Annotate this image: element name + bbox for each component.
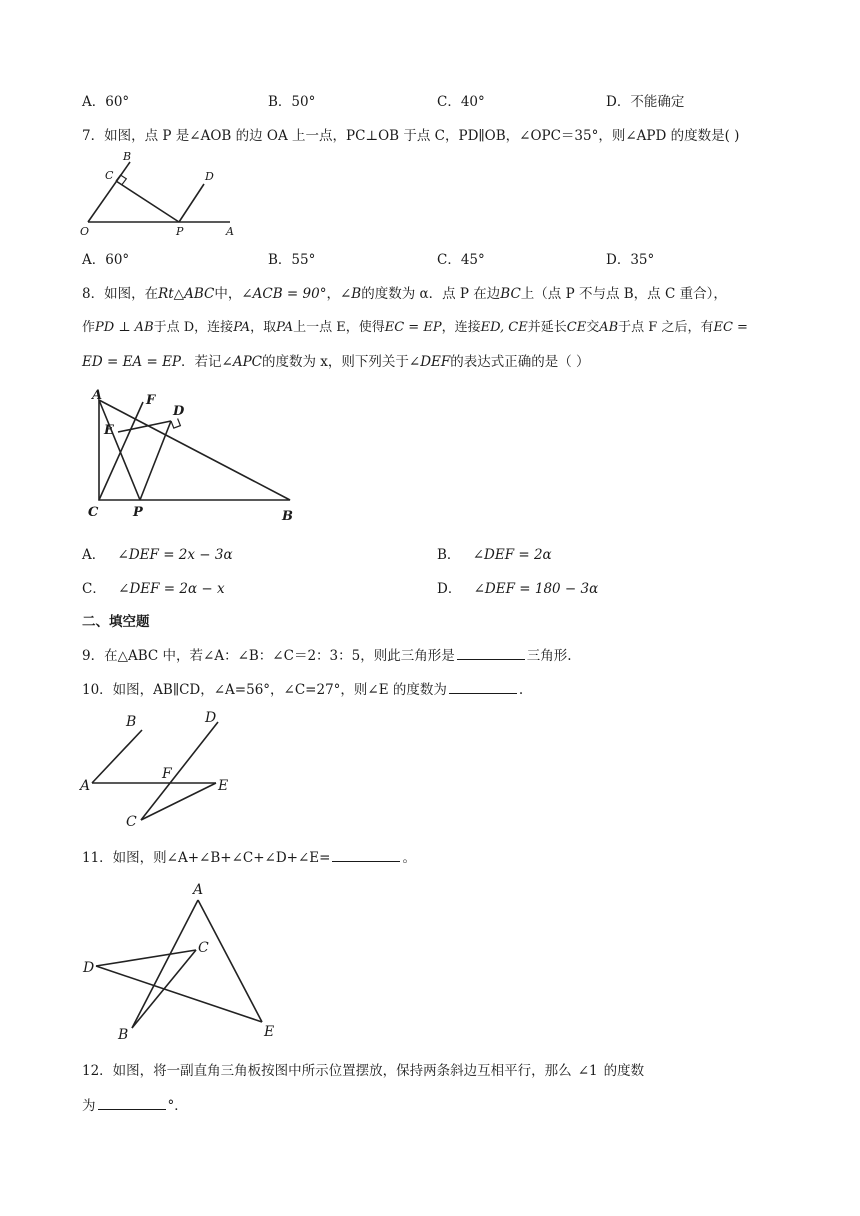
q8-l2-t4: 上一点 E，使得 xyxy=(293,320,385,335)
q8-right-angle-mark xyxy=(171,419,180,429)
q8-l3-m3: ∠DEF xyxy=(408,354,451,370)
q8-option-b-expr: ∠DEF = 2α xyxy=(472,547,552,563)
q10-stem xyxy=(82,678,523,698)
q11-line-bc xyxy=(132,950,196,1028)
q7-figure xyxy=(78,148,248,240)
q6-option-a: A．60° xyxy=(82,94,130,110)
q8-l2-t5: ，连接 xyxy=(441,320,481,335)
q8-l2-m7: AB xyxy=(599,320,619,335)
q8-l2-m1: PD ⊥ AB xyxy=(95,320,154,335)
q10-label-d: D xyxy=(205,710,217,726)
q12-answer-blank[interactable] xyxy=(98,1097,166,1110)
q8-triangle-abc xyxy=(99,400,290,500)
q11-label-a: A xyxy=(193,882,204,898)
q10-line-cd xyxy=(141,722,218,820)
q8-l2-t8: 于点 F 之后，有 xyxy=(618,320,714,335)
q8-l3-m2: ∠APC xyxy=(221,354,262,370)
q8-l1-m1: Rt△ABC xyxy=(158,286,215,302)
q12-text-before: 12．如图，将一副直角三角板按图中所示位置摆放，保持两条斜边互相平行，那么 xyxy=(82,1063,572,1079)
q7-right-angle-mark xyxy=(116,175,126,185)
q8-stem-line1 xyxy=(82,282,727,302)
q7-label-p: P xyxy=(176,225,184,238)
q8-option-a-letter: A． xyxy=(82,547,106,563)
q8-option-d xyxy=(437,577,598,597)
q6-option-c: C．40° xyxy=(437,94,485,110)
q11-stem xyxy=(82,846,416,866)
q8-l3-t3: 的表达式正确的是（ ） xyxy=(450,354,590,370)
q8-label-d: D xyxy=(173,404,185,419)
q10-text-before: 10．如图，AB∥CD，∠A=56°，∠C=27°，则∠E 的度数为 xyxy=(82,682,447,698)
q8-line-ed xyxy=(118,421,171,432)
q8-l2-t7: 交 xyxy=(586,320,600,335)
q11-line-ab xyxy=(132,900,198,1028)
q7-label-o: O xyxy=(80,225,90,238)
q8-label-b: B xyxy=(282,509,293,524)
q8-l2-m8: EC = xyxy=(713,320,748,335)
q8-l1-m2: ∠ACB = 90° xyxy=(241,286,327,302)
q7-option-c: C．45° xyxy=(437,252,485,268)
q7-line-pc xyxy=(116,181,179,222)
q8-l2-t6: 并延长 xyxy=(527,320,567,335)
q8-stem-line3 xyxy=(82,350,590,370)
q8-option-d-expr: ∠DEF = 180 − 3α xyxy=(473,581,599,597)
q8-option-a xyxy=(82,543,233,563)
q7-option-a: A．60° xyxy=(82,252,130,268)
q11-text-after: 。 xyxy=(402,850,416,866)
q11-answer-blank[interactable] xyxy=(332,849,400,862)
q8-stem-line2 xyxy=(82,316,748,335)
q8-l1-m4: BC xyxy=(500,286,521,302)
section-title-fill-in: 二、填空题 xyxy=(82,614,150,630)
q10-answer-blank[interactable] xyxy=(449,681,517,694)
q7-label-b: B xyxy=(123,150,132,163)
q10-figure xyxy=(78,708,238,832)
q11-label-e: E xyxy=(264,1024,275,1040)
q12-stem-line1 xyxy=(82,1059,644,1079)
q11-text-before: 11．如图，则∠A+∠B+∠C+∠D+∠E= xyxy=(82,850,331,866)
q11-label-b: B xyxy=(118,1027,129,1040)
q11-label-d: D xyxy=(83,960,95,976)
q12-line2-before: 为 xyxy=(82,1098,96,1114)
q8-l2-t1: 作 xyxy=(82,320,96,335)
q11-label-c: C xyxy=(198,940,209,956)
q12-text-after: 的度数 xyxy=(603,1063,645,1079)
q8-label-f: F xyxy=(146,393,156,408)
q10-label-f: F xyxy=(162,766,172,782)
q6-option-b: B．50° xyxy=(268,94,316,110)
q10-text-after: . xyxy=(518,682,524,698)
q9-text-before: 9．在△ABC 中，若∠A：∠B：∠C＝2：3：5，则此三角形是 xyxy=(82,648,455,664)
q11-line-dc xyxy=(96,950,196,966)
q10-label-c: C xyxy=(126,814,137,830)
q7-label-d: D xyxy=(205,170,214,183)
q8-label-e: E xyxy=(104,423,114,438)
q11-figure xyxy=(80,880,290,1040)
q7-option-d: D．35° xyxy=(606,252,655,268)
q8-l2-m2: PA xyxy=(233,320,251,335)
q12-line2-after: °． xyxy=(167,1098,188,1114)
q8-l3-t1: ．若记 xyxy=(181,354,222,370)
q8-l3-m1: ED = EA = EP xyxy=(82,354,182,370)
q8-l3-t2: 的度数为 x，则下列关于 xyxy=(262,354,409,370)
q8-l2-m5: ED, CE xyxy=(480,320,528,335)
q8-l2-m3: PA xyxy=(276,320,294,335)
q10-label-e: E xyxy=(218,778,229,794)
q8-l2-m6: CE xyxy=(566,320,587,335)
q10-line-ab xyxy=(92,730,142,783)
q12-stem-line2 xyxy=(82,1094,188,1114)
q8-label-p: P xyxy=(133,505,143,520)
q7-stem: 7．如图，点 P 是∠AOB 的边 OA 上一点，PC⊥OB 于点 C，PD∥OB，∠OPC＝35°，则∠APD 的度数是( ) xyxy=(82,128,740,144)
q7-option-b: B．55° xyxy=(268,252,316,268)
q8-l1-m3: ∠B xyxy=(339,286,362,302)
q7-label-c: C xyxy=(105,169,114,182)
q9-answer-blank[interactable] xyxy=(457,647,525,660)
q8-figure xyxy=(82,388,312,524)
q8-l1-t1: 8．如图，在 xyxy=(82,286,159,302)
q8-option-a-expr: ∠DEF = 2x − 3α xyxy=(117,547,233,563)
q8-label-a: A xyxy=(92,388,103,403)
q8-option-c-letter: C． xyxy=(82,581,106,597)
q8-l2-t2: 于点 D，连接 xyxy=(153,320,234,335)
q10-label-a: A xyxy=(80,778,91,794)
q10-label-b: B xyxy=(126,714,137,730)
q8-option-c xyxy=(82,577,225,597)
q8-l2-t3: ，取 xyxy=(250,320,277,335)
q7-label-a: A xyxy=(226,225,234,238)
q8-line-pd xyxy=(140,421,171,500)
q8-label-c: C xyxy=(88,505,99,520)
q8-option-c-expr: ∠DEF = 2α − x xyxy=(118,581,225,597)
q7-line-pd xyxy=(179,184,204,222)
q9-text-after: 三角形. xyxy=(526,648,572,664)
q8-l1-t4: 的度数为 α．点 P 在边 xyxy=(361,286,501,302)
q8-l2-m4: EC = EP xyxy=(384,320,442,335)
q8-option-d-letter: D． xyxy=(437,581,462,597)
q12-angle-mark: ∠1 xyxy=(577,1063,598,1079)
q10-line-ce xyxy=(141,783,216,820)
q8-option-b xyxy=(437,543,552,563)
q8-option-b-letter: B． xyxy=(437,547,461,563)
q8-l1-t3: ， xyxy=(326,286,340,302)
q8-l1-t2: 中， xyxy=(214,286,242,302)
q8-l1-t5: 上（点 P 不与点 B，点 C 重合）， xyxy=(520,286,727,302)
q9-stem xyxy=(82,644,572,664)
q6-option-d: D．不能确定 xyxy=(606,94,685,110)
